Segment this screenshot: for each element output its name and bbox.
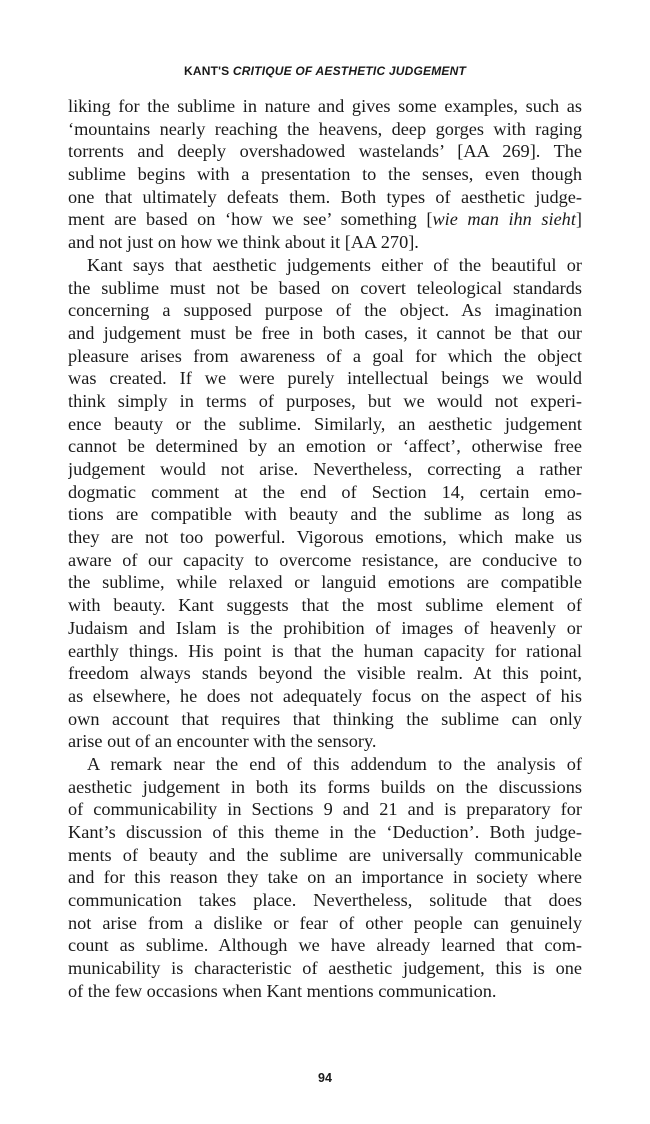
text-segment: tions are compatible with beauty and the sublime as long as [68,504,582,525]
text-line [68,458,582,481]
text-line [68,322,582,345]
text-line [68,957,582,980]
text-segment: aesthetic judgement in both its forms builds on the discussions [68,776,582,797]
text-line [68,231,582,254]
text-line [68,208,582,231]
text-line [68,844,582,867]
text-line [68,594,582,617]
text-segment: ‘mountains nearly reaching the heavens, deep gorges with raging [68,118,582,139]
page-number: 94 [318,1071,332,1085]
text-line [68,980,582,1003]
text-segment: torrents and deeply overshadowed wastelands’ [AA 269]. The [68,141,582,162]
text-segment: Kant’s discussion of this theme in the ‘Deduction’. Both judge- [68,822,582,842]
text-line [68,503,582,526]
text-segment: the sublime, while relaxed or languid emotions are compatible [68,572,582,593]
text-segment: ence beauty or the sublime. Similarly, an aesthetic judgement [68,413,582,434]
text-line [68,435,582,458]
text-line [68,95,582,118]
text-segment: own account that requires that thinking the sublime can only [68,708,582,729]
text-segment: ments of beauty and the sublime are universally communicable [68,844,582,865]
text-segment: municability is characteristic of aesthetic judgement, this is one [68,958,582,979]
text-segment: concerning a supposed purpose of the object. As imagination [68,300,582,321]
text-segment: aware of our capacity to overcome resistance, are conducive to [68,549,582,570]
running-head-book-title: CRITIQUE OF AESTHETIC JUDGEMENT [232,64,467,78]
text-segment: ment are based on ‘how we see’ something [ [68,209,433,230]
text-segment: they are not too powerful. Vigorous emotions, which make us [68,527,582,548]
text-line [68,640,582,663]
text-line [68,753,582,776]
text-line [68,662,582,685]
text-segment: one that ultimately defeats them. Both types of aesthetic judge- [68,186,582,207]
text-segment: communication takes place. Nevertheless, solitude that does [68,890,582,911]
text-segment: cannot be determined by an emotion or ‘affect’, otherwise free [68,436,582,457]
text-segment: of the few occasions when Kant mentions communication. [68,980,497,1001]
text-line [68,821,582,844]
text-segment: the sublime must not be based on covert teleological standards [68,277,582,298]
text-segment: ] [575,209,582,230]
running-head-prefix: KANT'S [183,64,233,78]
text-line [68,708,582,731]
text-segment: count as sublime. Although we have already learned that com- [68,935,582,956]
text-line [68,413,582,436]
text-line [68,277,582,300]
text-segment: was created. If we were purely intellectual beings we would [68,368,582,389]
text-line [68,390,582,413]
text-line [68,254,582,277]
text-segment: Kant says that aesthetic judgements either of the beautiful or [87,254,582,275]
text-line [68,345,582,368]
text-segment: as elsewhere, he does not adequately focus on the aspect of his [68,685,582,706]
text-segment: with beauty. Kant suggests that the most sublime element of [68,595,582,616]
text-line [68,685,582,708]
text-line [68,163,582,186]
text-segment: and judgement must be free in both cases, it cannot be that our [68,322,582,343]
text-line [68,889,582,912]
text-line [68,912,582,935]
text-line [68,140,582,163]
text-segment: and not just on how we think about it [AA 270]. [68,232,419,253]
text-segment: and for this reason they take on an importance in society where [68,867,582,888]
text-line [68,526,582,549]
text-segment: dogmatic comment at the end of Section 14, certain emo- [68,481,582,502]
text-segment: A remark near the end of this addendum to the analysis of [87,753,582,774]
text-segment: earthly things. His point is that the human capacity for rational [68,640,582,661]
text-line [68,776,582,799]
text-segment: think simply in terms of purposes, but we would not experi- [68,390,582,411]
text-line [68,367,582,390]
text-line [68,549,582,572]
text-segment: liking for the sublime in nature and gives some examples, such as [68,96,582,116]
text-line [68,798,582,821]
text-line [68,299,582,322]
body-text [68,95,582,1003]
text-line [68,866,582,889]
text-line [68,118,582,141]
text-segment: Judaism and Islam is the prohibition of images of heavenly or [68,617,582,638]
text-segment: not arise from a dislike or fear of other people can genuinely [68,912,582,933]
text-line [68,571,582,594]
text-segment: arise out of an encounter with the sensory. [68,731,377,752]
text-segment: pleasure arises from awareness of a goal for which the object [68,345,582,366]
text-segment: sublime begins with a presentation to the senses, even though [68,164,582,185]
text-line [68,934,582,957]
text-line [68,730,582,753]
text-segment: judgement would not arise. Nevertheless, correcting a rather [68,459,582,479]
text-line [68,186,582,209]
running-head [0,64,650,78]
text-segment: freedom always stands beyond the visible realm. At this point, [68,663,582,684]
text-line [68,481,582,504]
text-segment: of communicability in Sections 9 and 21 and is preparatory for [68,799,582,820]
italic-phrase: wie man ihn sieht [432,209,576,230]
text-line [68,617,582,640]
